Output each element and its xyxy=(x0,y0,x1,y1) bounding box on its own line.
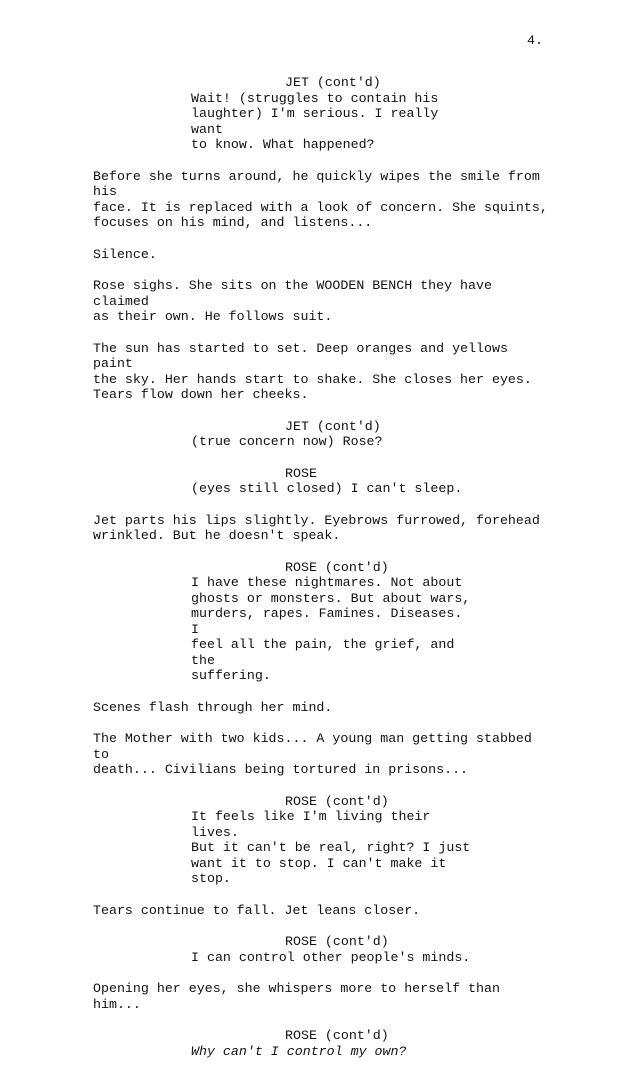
dialogue-block xyxy=(93,934,553,965)
action-line: wrinkled. But he doesn't speak. xyxy=(93,528,341,543)
action-line: Scenes flash through her mind. xyxy=(93,699,333,715)
dialogue-block xyxy=(93,466,553,497)
action-paragraph xyxy=(93,247,553,263)
dialogue-line: laughter) I'm serious. I really want xyxy=(191,106,447,137)
character-name: ROSE (cont'd) xyxy=(285,793,389,809)
dialogue-line: feel all the pain, the grief, and the xyxy=(191,637,463,668)
action-paragraph xyxy=(93,981,553,1012)
action-line: The sun has started to set. Deep oranges and yellows paint xyxy=(93,340,516,371)
character-name: ROSE xyxy=(285,465,317,481)
dialogue-block xyxy=(93,794,553,887)
dialogue-line: want it to stop. I can't make it xyxy=(191,855,447,871)
action-line: Before she turns around, he quickly wipes the smile from his xyxy=(93,168,548,199)
action-line: Jet parts his lips slightly. Eyebrows furrowed, forehead xyxy=(93,512,540,528)
dialogue-line: But it can't be real, right? I just xyxy=(191,840,471,855)
character-name: JET (cont'd) xyxy=(285,75,381,90)
action-paragraph xyxy=(93,169,553,231)
action-paragraph xyxy=(93,341,553,403)
dialogue-block xyxy=(93,419,553,450)
action-line: as their own. He follows suit. xyxy=(93,309,333,324)
dialogue-line: suffering. xyxy=(191,668,271,683)
action-paragraph xyxy=(93,731,553,778)
dialogue-line: Why can't I control my own? xyxy=(191,1043,407,1059)
action-line: Tears flow down her cheeks. xyxy=(93,387,309,402)
character-name: JET (cont'd) xyxy=(285,418,381,434)
dialogue-line: I can control other people's minds. xyxy=(191,949,471,965)
dialogue-line: ghosts or monsters. But about wars, xyxy=(191,590,471,606)
dialogue-line: It feels like I'm living their lives. xyxy=(191,809,439,840)
action-line: the sky. Her hands start to shake. She closes her eyes. xyxy=(93,371,532,387)
page-number: 4. xyxy=(527,33,543,48)
action-line: Opening her eyes, she whispers more to herself than him... xyxy=(93,981,508,1012)
action-paragraph xyxy=(93,278,553,325)
character-name: ROSE (cont'd) xyxy=(285,559,389,575)
dialogue-line: I have these nightmares. Not about xyxy=(191,575,463,590)
dialogue-block xyxy=(93,75,553,153)
character-name: ROSE (cont'd) xyxy=(285,934,389,949)
dialogue-line: murders, rapes. Famines. Diseases. I xyxy=(191,606,471,637)
dialogue-block xyxy=(93,560,553,684)
dialogue-line: (true concern now) Rose? xyxy=(191,434,383,449)
action-line: The Mother with two kids... A young man getting stabbed to xyxy=(93,731,540,762)
action-line: face. It is replaced with a look of concern. She squints, xyxy=(93,199,548,215)
dialogue-line: stop. xyxy=(191,871,231,886)
action-line: focuses on his mind, and listens... xyxy=(93,215,373,230)
action-paragraph xyxy=(93,903,553,919)
script-body xyxy=(93,75,553,1075)
action-line: death... Civilians being tortured in prisons... xyxy=(93,762,469,777)
dialogue-line: Wait! (struggles to contain his xyxy=(191,90,439,106)
action-paragraph xyxy=(93,513,553,544)
action-line: Rose sighs. She sits on the WOODEN BENCH they have claimed xyxy=(93,278,500,309)
character-name: ROSE (cont'd) xyxy=(285,1028,389,1043)
dialogue-line: (eyes still closed) I can't sleep. xyxy=(191,481,463,496)
dialogue-line: to know. What happened? xyxy=(191,137,375,152)
action-line: Tears continue to fall. Jet leans closer. xyxy=(93,902,421,918)
action-line: Silence. xyxy=(93,246,157,262)
dialogue-block xyxy=(93,1028,553,1059)
action-paragraph xyxy=(93,700,553,716)
